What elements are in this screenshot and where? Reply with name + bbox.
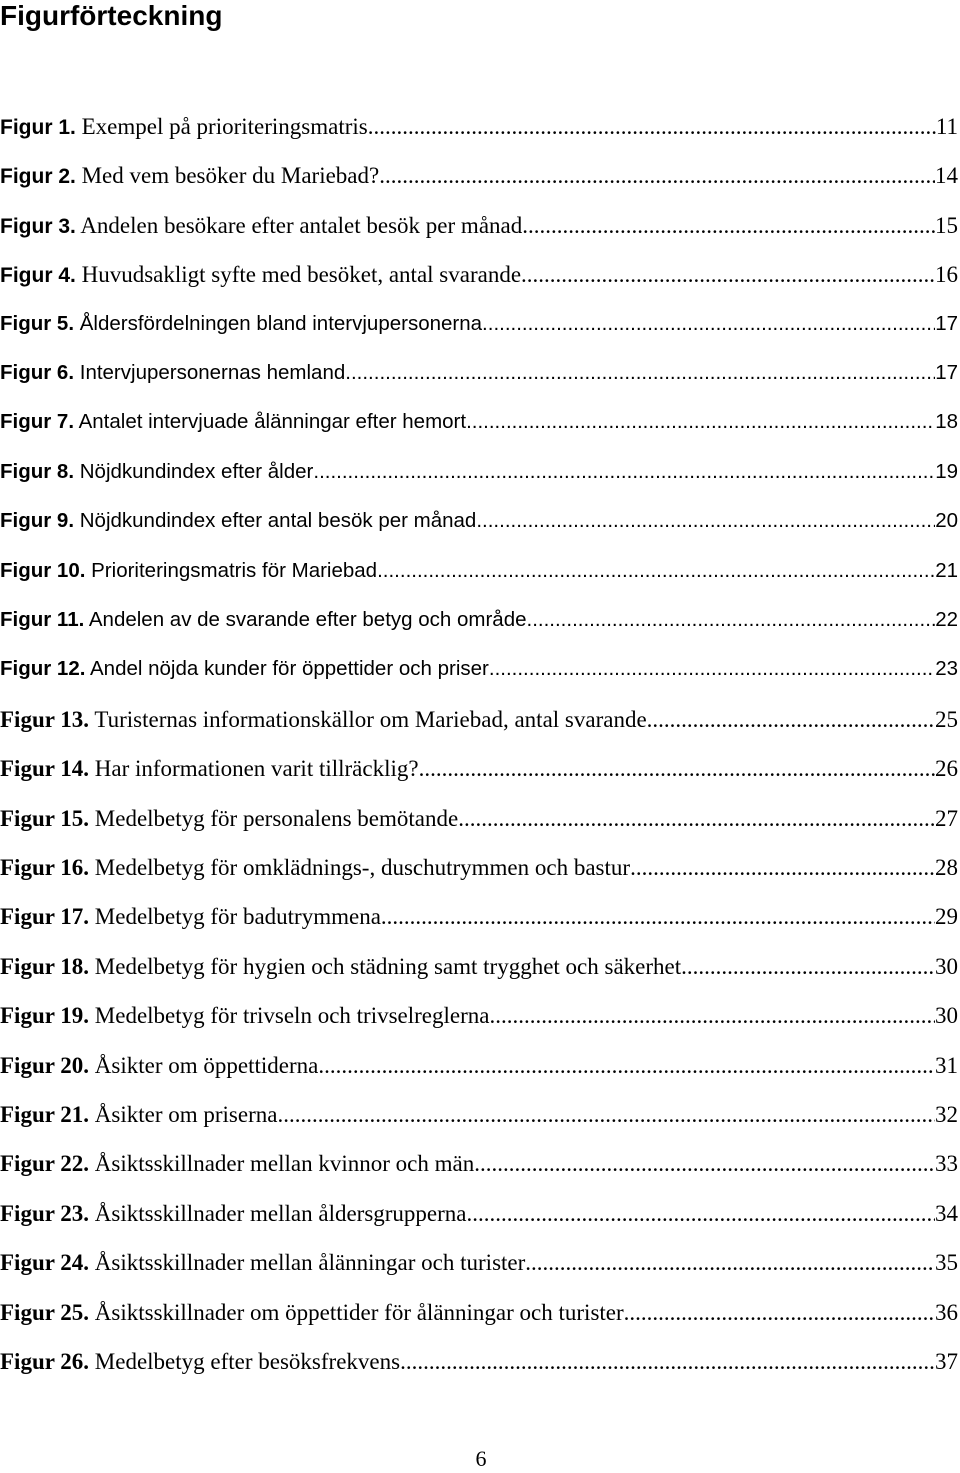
dot-leader	[647, 707, 935, 733]
toc-entry-label	[0, 361, 345, 385]
page-ref: 36	[935, 1300, 958, 1325]
toc-entry-label	[0, 312, 482, 336]
toc-entry-label	[0, 410, 466, 434]
figure-number: Figur 1.	[0, 116, 76, 139]
page-ref: 28	[935, 855, 958, 880]
page-number-text: 6	[475, 1446, 487, 1471]
toc-entry[interactable]	[0, 707, 958, 737]
figure-title: Åsikter om priserna	[89, 1102, 278, 1127]
dot-leader	[313, 460, 935, 484]
toc-entry[interactable]	[0, 1349, 958, 1379]
figure-number: Figur 25.	[0, 1300, 90, 1325]
dot-leader	[467, 1201, 935, 1227]
page-ref: 22	[935, 608, 958, 631]
figure-title: Intervjupersonernas hemland	[74, 361, 346, 384]
toc-entry-label	[0, 806, 458, 832]
toc-entry[interactable]	[0, 1300, 958, 1330]
page-ref: 33	[935, 1151, 958, 1176]
figure-title: Turisternas informationskällor om Mariebad, antal svarande	[89, 707, 647, 732]
page-ref: 32	[935, 1102, 958, 1127]
figure-title: Andelen av de svarande efter betyg och område	[84, 608, 527, 631]
figure-number: Figur 3.	[0, 215, 76, 238]
dot-leader	[525, 1250, 935, 1276]
dot-leader	[466, 410, 935, 434]
toc-entry-label	[0, 213, 522, 239]
figure-number: Figur 14.	[0, 756, 90, 781]
dot-leader	[489, 657, 935, 681]
figure-title: Exempel på prioriteringsmatris	[75, 114, 368, 139]
dot-leader	[381, 904, 935, 930]
toc-entry[interactable]	[0, 262, 958, 292]
figure-title: Prioriteringsmatris för Mariebad	[85, 559, 378, 582]
figure-number: Figur 4.	[0, 264, 76, 287]
figure-title: Åsiktsskillnader mellan kvinnor och män	[89, 1151, 475, 1176]
figure-title: Med vem besöker du Mariebad?	[75, 163, 380, 188]
figure-title: Medelbetyg för omklädnings-, duschutrymmen och bastur	[89, 855, 631, 880]
figure-number: Figur 10.	[0, 559, 86, 582]
toc-entry[interactable]	[0, 213, 958, 243]
figure-title: Antalet intervjuade ålänningar efter hemort	[74, 410, 467, 433]
dot-leader	[419, 756, 935, 782]
page-ref: 29	[935, 904, 958, 929]
figure-title: Nöjdkundindex efter ålder	[74, 460, 314, 483]
toc-entry[interactable]	[0, 1151, 958, 1181]
page-ref: 23	[935, 657, 958, 680]
page-ref: 25	[935, 707, 958, 732]
toc-entry-label	[0, 1003, 489, 1029]
dot-leader	[379, 163, 935, 189]
page-ref: 34	[935, 1201, 958, 1226]
figure-title: Nöjdkundindex efter antal besök per månad	[74, 509, 477, 532]
figure-title: Åsiktsskillnader om öppettider för ålänningar och turister	[89, 1300, 624, 1325]
dot-leader	[482, 312, 935, 336]
toc-entry-label	[0, 1102, 277, 1128]
dot-leader	[474, 1151, 935, 1177]
figure-title: Har informationen varit tillräcklig?	[89, 756, 419, 781]
page-ref: 11	[935, 114, 958, 139]
toc-entry-label	[0, 904, 381, 930]
dot-leader	[458, 806, 935, 832]
toc-entry-label	[0, 657, 489, 681]
toc-entry[interactable]	[0, 806, 958, 836]
page-number	[0, 1446, 960, 1472]
toc-entry[interactable]	[0, 855, 958, 885]
toc-entry[interactable]	[0, 1003, 958, 1033]
figure-number: Figur 19.	[0, 1003, 90, 1028]
dot-leader	[377, 559, 935, 583]
page-ref: 30	[935, 1003, 958, 1028]
dot-leader	[624, 1300, 935, 1326]
toc-entry-label	[0, 509, 476, 533]
figure-title: Åsiktsskillnader mellan ålänningar och turister	[89, 1250, 526, 1275]
figure-number: Figur 6.	[0, 361, 75, 384]
figure-number: Figur 13.	[0, 707, 90, 732]
figure-number: Figur 21.	[0, 1102, 90, 1127]
dot-leader	[476, 509, 935, 533]
toc-entry-label	[0, 1250, 525, 1276]
page-ref: 14	[935, 163, 958, 188]
page-ref: 37	[935, 1349, 958, 1374]
toc-entry[interactable]	[0, 361, 958, 391]
dot-leader	[630, 855, 935, 881]
figure-title: Medelbetyg för badutrymmena	[89, 904, 381, 929]
toc-entry[interactable]	[0, 312, 958, 342]
toc-entry[interactable]	[0, 608, 958, 638]
toc-entry-label	[0, 1349, 400, 1375]
figure-title: Andel nöjda kunder för öppettider och priser	[85, 657, 489, 680]
figure-number: Figur 18.	[0, 954, 90, 979]
page-ref: 30	[935, 954, 958, 979]
toc-entry-label	[0, 954, 681, 980]
dot-leader	[489, 1003, 935, 1029]
figure-title: Huvudsakligt syfte med besöket, antal svarande	[75, 262, 522, 287]
toc-entry-label	[0, 559, 377, 583]
page-ref: 20	[935, 509, 958, 532]
figure-title: Medelbetyg efter besöksfrekvens	[89, 1349, 401, 1374]
toc-entry[interactable]	[0, 460, 958, 490]
toc-entry[interactable]	[0, 954, 958, 984]
dot-leader	[522, 213, 935, 239]
figure-title: Andelen besökare efter antalet besök per månad	[75, 213, 523, 238]
toc-entry[interactable]	[0, 756, 958, 786]
figure-title: Medelbetyg för personalens bemötande	[89, 806, 459, 831]
figure-title: Medelbetyg för trivseln och trivselreglerna	[89, 1003, 490, 1028]
figure-title: Åldersfördelningen bland intervjupersonerna	[74, 312, 483, 335]
figure-number: Figur 11.	[0, 608, 85, 631]
dot-leader	[681, 954, 935, 980]
toc-entry-label	[0, 1151, 474, 1177]
dot-leader	[400, 1349, 935, 1375]
figure-number: Figur 26.	[0, 1349, 90, 1374]
page-ref: 17	[935, 312, 958, 335]
toc-entry[interactable]	[0, 559, 958, 589]
toc-entry-label	[0, 1053, 318, 1079]
toc-entry-label	[0, 262, 521, 288]
figure-title: Medelbetyg för hygien och städning samt trygghet och säkerhet	[89, 954, 682, 979]
figure-number: Figur 22.	[0, 1151, 90, 1176]
toc-entry[interactable]	[0, 163, 958, 193]
toc-entry-label	[0, 756, 419, 782]
dot-leader	[527, 608, 936, 632]
figure-number: Figur 5.	[0, 312, 75, 335]
page-ref: 27	[935, 806, 958, 831]
dot-leader	[521, 262, 935, 288]
toc-entry[interactable]	[0, 1102, 958, 1132]
figure-number: Figur 7.	[0, 410, 75, 433]
page-ref: 19	[935, 460, 958, 483]
page-ref: 26	[935, 756, 958, 781]
toc-entry[interactable]	[0, 114, 958, 144]
toc-entry-label	[0, 608, 527, 632]
page-ref: 18	[935, 410, 958, 433]
toc-entry[interactable]	[0, 904, 958, 934]
figure-number: Figur 24.	[0, 1250, 90, 1275]
page-ref: 21	[935, 559, 958, 582]
dot-leader	[368, 114, 936, 140]
toc-entry-label	[0, 460, 313, 484]
figure-number: Figur 16.	[0, 855, 90, 880]
figure-number: Figur 8.	[0, 460, 75, 483]
toc-entry-label	[0, 1300, 624, 1326]
page-ref: 16	[935, 262, 958, 287]
toc-entry[interactable]	[0, 1053, 958, 1083]
toc-entry-label	[0, 1201, 467, 1227]
figure-number: Figur 20.	[0, 1053, 90, 1078]
page-ref: 17	[935, 361, 958, 384]
page-title: Figurförteckning	[0, 0, 223, 31]
toc-entry[interactable]	[0, 509, 958, 539]
page-ref: 15	[935, 213, 958, 238]
toc-entry-label	[0, 114, 368, 140]
toc-entry-label	[0, 855, 630, 881]
toc-entry[interactable]	[0, 1201, 958, 1231]
dot-leader	[318, 1053, 935, 1079]
page-ref: 35	[935, 1250, 958, 1275]
figure-title: Åsiktsskillnader mellan åldersgrupperna	[89, 1201, 467, 1226]
toc-entry-label	[0, 707, 647, 733]
figure-number: Figur 9.	[0, 509, 75, 532]
figure-number: Figur 2.	[0, 165, 76, 188]
dot-leader	[345, 361, 935, 385]
figure-number: Figur 15.	[0, 806, 90, 831]
figure-number: Figur 12.	[0, 657, 86, 680]
dot-leader	[277, 1102, 935, 1128]
figure-title: Åsikter om öppettiderna	[89, 1053, 319, 1078]
figure-number: Figur 23.	[0, 1201, 90, 1226]
toc-entry-label	[0, 163, 379, 189]
toc-entry[interactable]	[0, 657, 958, 687]
figure-number: Figur 17.	[0, 904, 90, 929]
toc-entry[interactable]	[0, 410, 958, 440]
toc-entry[interactable]	[0, 1250, 958, 1280]
page-ref: 31	[935, 1053, 958, 1078]
